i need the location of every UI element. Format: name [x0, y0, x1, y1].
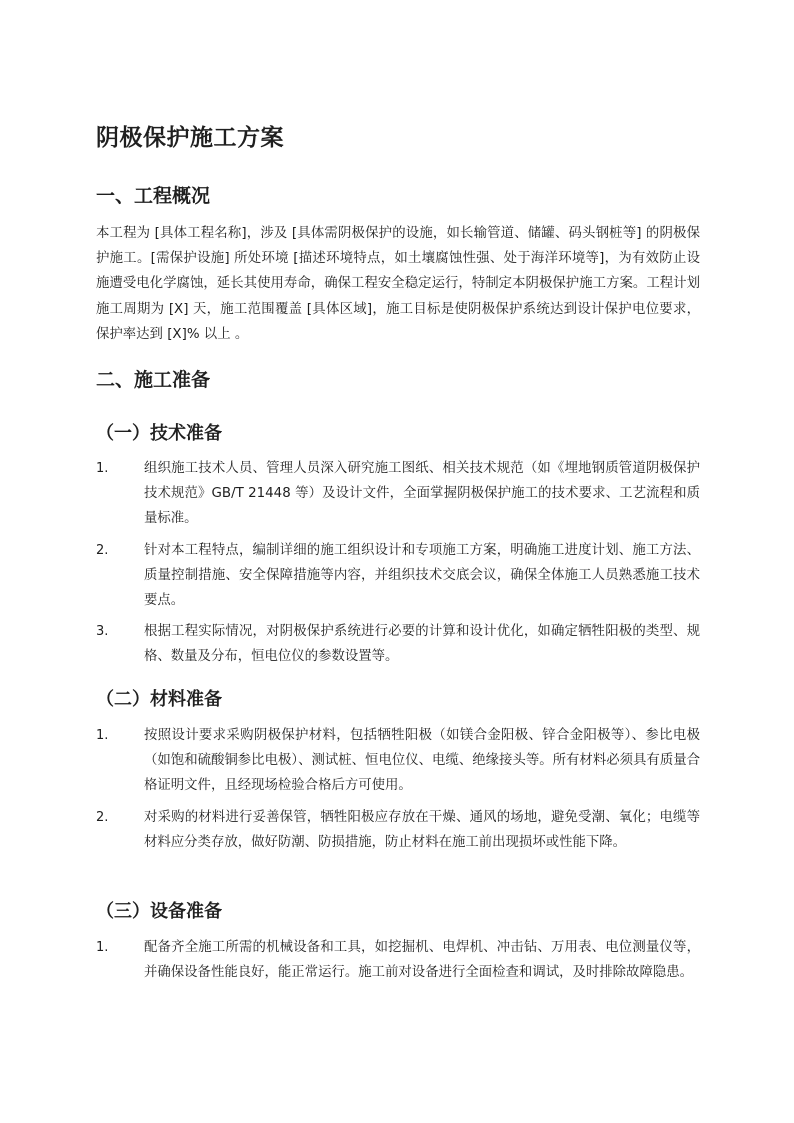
list-item	[96, 935, 700, 985]
list-item	[96, 723, 700, 799]
list-item-text: 配备齐全施工所需的机械设备和工具，如挖掘机、电焊机、冲击钻、万用表、电位测量仪等，并确保设备性能良好，能正常运行。施工前对设备进行全面检查和调试，及时排除故障隐患。	[144, 940, 700, 981]
section-heading-overview: 一、工程概况	[96, 185, 211, 207]
list-item	[96, 456, 700, 532]
subsection-heading-equipment: （三）设备准备	[96, 901, 222, 922]
list-item-number: 1.	[96, 728, 109, 743]
materials-prep-list	[96, 723, 700, 861]
list-item-text: 组织施工技术人员、管理人员深入研究施工图纸、相关技术规范（如《埋地钢质管道阴极保护技术规范》GB/T 21448 等）及设计文件，全面掌握阴极保护施工的技术要求、工艺流程和质量标准。	[144, 461, 700, 527]
list-item	[96, 619, 700, 669]
list-item	[96, 538, 700, 614]
list-item-number: 1.	[96, 461, 109, 476]
section-heading-preparation: 二、施工准备	[96, 369, 211, 391]
technical-prep-list	[96, 456, 700, 676]
list-item	[96, 805, 700, 855]
list-item-text: 针对本工程特点，编制详细的施工组织设计和专项施工方案，明确施工进度计划、施工方法、质量控制措施、安全保障措施等内容，并组织技术交底会议，确保全体施工人员熟悉施工技术要点。	[144, 542, 700, 609]
list-item-text: 对采购的材料进行妥善保管，牺牲阳极应存放在干燥、通风的场地，避免受潮、氧化；电缆等材料应分类存放，做好防潮、防损措施，防止材料在施工前出现损坏或性能下降。	[144, 809, 700, 850]
subsection-heading-materials: （二）材料准备	[96, 689, 222, 710]
list-item-text: 根据工程实际情况，对阴极保护系统进行必要的计算和设计优化，如确定牺牲阳极的类型、规格、数量及分布，恒电位仪的参数设置等。	[144, 624, 700, 665]
subsection-heading-technical: （一）技术准备	[96, 423, 222, 444]
list-item-number: 2.	[96, 542, 109, 558]
overview-paragraph: 本工程为 [具体工程名称]，涉及 [具体需阴极保护的设施，如长输管道、储罐、码头钢桩等] 的阴极保护施工。[需保护设施] 所处环境 [描述环境特点，如土壤腐蚀性强、处于海洋环境等]，为有效防止设施遭受电化学腐蚀，延长其使用寿命，确保工程安全稳定运行，特制定本阴极保护施工方案。工程计划施工周期为 [X] 天，施工范围覆盖 [具体区域]，施工目标是使阴极保护系统达到设计保护电位要求，保护率达到 [X]% 以上 。	[96, 226, 700, 342]
list-item-number: 3.	[96, 624, 109, 640]
equipment-prep-list	[96, 935, 700, 991]
list-item-text: 按照设计要求采购阴极保护材料，包括牺牲阳极（如镁合金阳极、锌合金阳极等）、参比电极（如饱和硫酸铜参比电极）、测试桩、恒电位仪、电缆、绝缘接头等。所有材料必须具有质量合格证明文件，且经现场检验合格后方可使用。	[144, 728, 700, 794]
document-title: 阴极保护施工方案	[96, 125, 284, 151]
list-item-number: 2.	[96, 809, 109, 825]
list-item-number: 1.	[96, 940, 109, 955]
